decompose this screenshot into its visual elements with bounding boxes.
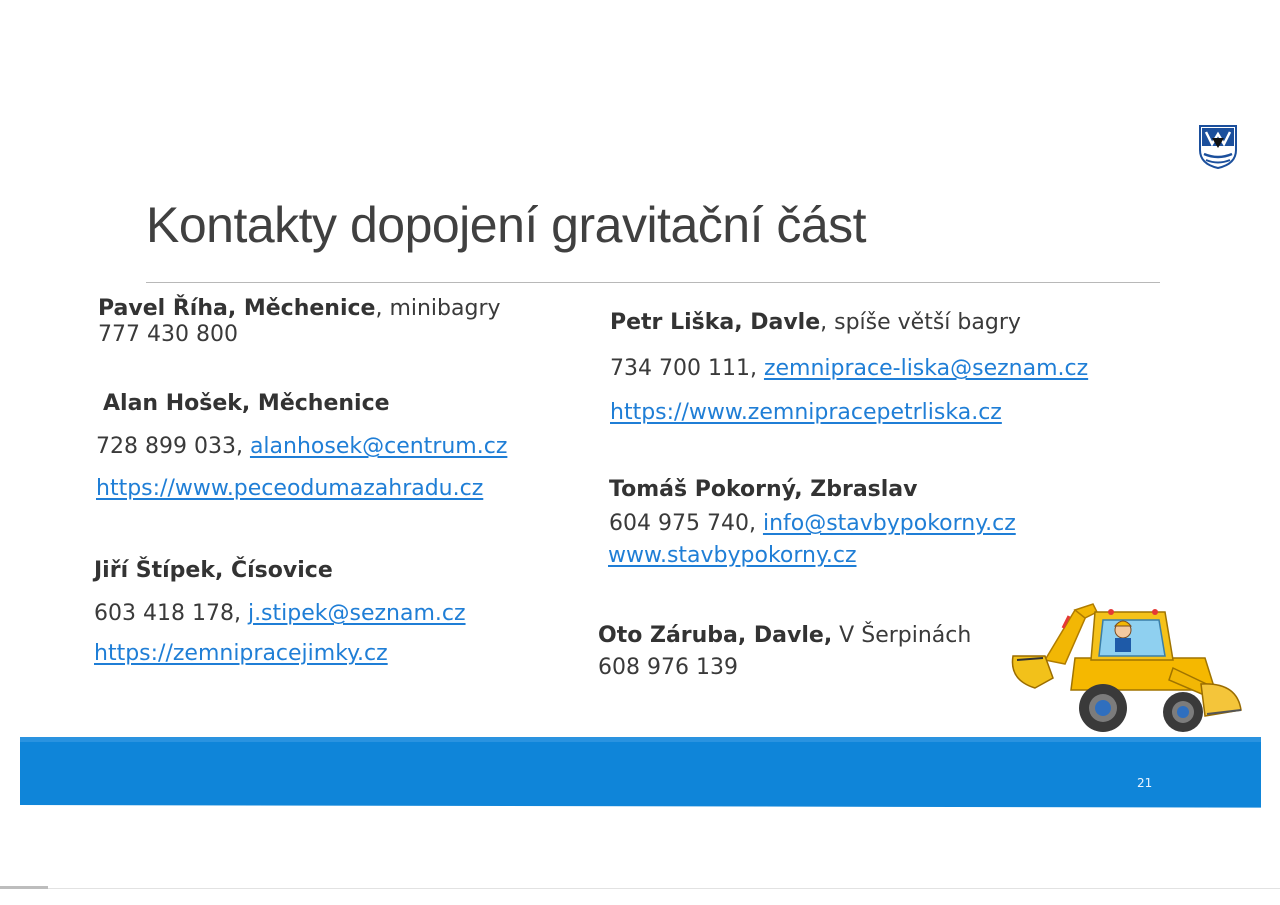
contact-phone: 603 418 178, — [94, 601, 248, 626]
page-number: 21 — [1137, 776, 1153, 790]
email-link[interactable]: j.stipek@seznam.cz — [247, 601, 466, 626]
email-link[interactable]: alanhosek@centrum.cz — [249, 434, 508, 459]
contact-name-line — [598, 623, 971, 649]
website-link[interactable]: https://www.peceodumazahradu.cz — [96, 476, 484, 501]
contact-name-line — [98, 296, 501, 322]
slide-title: Kontakty dopojení gravitační část — [146, 197, 867, 253]
contact-web-line — [94, 641, 388, 667]
scan-edge-line — [0, 888, 1280, 889]
coat-of-arms-icon — [1198, 124, 1238, 170]
contact-phone: 777 430 800 — [98, 322, 238, 347]
website-link[interactable]: https://www.zemnipracepetrliska.cz — [610, 400, 1002, 425]
contact-web-line — [96, 476, 483, 502]
contact-phone: 608 976 139 — [598, 655, 738, 680]
contact-note: , spíše větší bagry — [820, 310, 1021, 335]
contact-phone-line — [610, 356, 1088, 382]
contact-name-line — [94, 558, 333, 584]
contact-web-line — [608, 543, 857, 569]
contact-name: Jiří Štípek, Čísovice — [94, 558, 333, 583]
footer-band-highlight — [20, 737, 1261, 742]
contact-web-line — [610, 400, 1002, 426]
contact-phone: 728 899 033, — [96, 434, 250, 459]
contact-name-line — [610, 310, 1021, 336]
contact-name: Petr Liška, Davle — [610, 310, 821, 335]
contact-note: V Šerpinách — [832, 623, 972, 648]
contact-name: Oto Záruba, Davle, — [598, 623, 833, 648]
contact-name: Tomáš Pokorný, Zbraslav — [609, 477, 918, 502]
contact-name-line — [609, 477, 918, 503]
scan-edge-mark — [0, 886, 48, 889]
contact-phone: 604 975 740, — [609, 511, 763, 536]
website-link[interactable]: https://zemnipracejimky.cz — [94, 641, 388, 666]
website-link[interactable]: www.stavbypokorny.cz — [608, 543, 857, 568]
contact-name: Alan Hošek, Měchenice — [103, 391, 390, 416]
email-link[interactable]: zemniprace-liska@seznam.cz — [763, 356, 1089, 381]
excavator-illustration — [1005, 598, 1245, 738]
email-link[interactable]: info@stavbypokorny.cz — [762, 511, 1016, 536]
contact-name: Pavel Říha, Měchenice — [98, 296, 376, 321]
contact-phone-line — [609, 511, 1016, 537]
contact-phone: 734 700 111, — [610, 356, 764, 381]
title-divider — [146, 282, 1160, 283]
footer-band — [20, 737, 1261, 808]
contact-name-line — [103, 391, 390, 417]
contact-note: , minibagry — [375, 296, 501, 321]
contact-phone-line — [94, 601, 466, 627]
contact-phone-line — [96, 434, 507, 460]
